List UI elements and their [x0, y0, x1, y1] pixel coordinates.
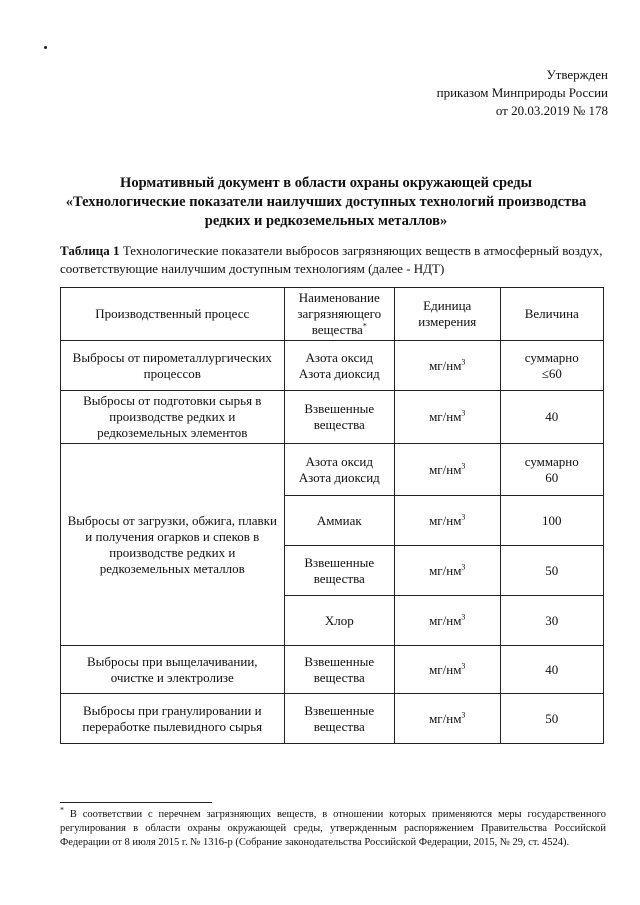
unit-base: мг/нм	[429, 357, 462, 373]
unit-exponent: 3	[461, 661, 466, 671]
unit-exponent: 3	[461, 562, 466, 572]
unit-base: мг/нм	[429, 710, 462, 726]
cell-unit	[394, 341, 500, 391]
unit-base: мг/нм	[429, 612, 462, 628]
cell-value: 50	[500, 546, 603, 596]
unit-exponent: 3	[461, 512, 466, 522]
cell-substance	[284, 546, 394, 596]
cell-unit	[394, 694, 500, 744]
emissions-table	[60, 287, 604, 744]
cell-value	[500, 341, 603, 391]
cell-substance: Аммиак	[284, 496, 394, 546]
scan-speck	[44, 46, 47, 49]
header-process: Производственный процесс	[61, 288, 285, 341]
cell-process: Выбросы при выщелачивании, очистке и электролизе	[61, 646, 285, 694]
cell-process: Выбросы от подготовки сырья в производстве редких и редкоземельных элементов	[61, 391, 285, 444]
header-substance	[284, 288, 394, 341]
cell-substance: Хлор	[284, 596, 394, 646]
cell-unit	[394, 596, 500, 646]
substance-line: Азота оксид	[305, 349, 373, 365]
substance-line: Взвешенные	[304, 554, 375, 570]
cell-unit	[394, 444, 500, 496]
cell-substance	[284, 646, 394, 694]
approval-line-2: приказом Минприроды России	[436, 85, 608, 100]
substance-line: Взвешенные	[304, 653, 375, 669]
substance-line: вещества	[313, 570, 365, 586]
unit-exponent: 3	[461, 357, 466, 367]
substance-line: Азота диоксид	[298, 469, 380, 485]
table-header-row	[61, 288, 604, 341]
document-title	[40, 174, 612, 231]
cell-substance	[284, 391, 394, 444]
header-substance-mark: *	[362, 321, 367, 331]
substance-line: Азота диоксид	[298, 365, 380, 381]
cell-unit	[394, 546, 500, 596]
value-line: суммарно	[524, 453, 579, 469]
substance-line: Азота оксид	[305, 453, 373, 469]
substance-line: вещества	[313, 417, 365, 432]
table-caption-text: Технологические показатели выбросов загрязняющих веществ в атмосферный воздух, соответствующие наилучшим доступным технологиям (далее - НДТ)	[60, 243, 603, 276]
unit-exponent: 3	[461, 612, 466, 622]
unit-base: мг/нм	[429, 512, 462, 528]
cell-value: 40	[500, 646, 603, 694]
substance-line: вещества	[313, 669, 365, 685]
cell-value	[500, 444, 603, 496]
unit-exponent: 3	[461, 710, 466, 720]
substance-line: Взвешенные	[304, 401, 375, 416]
table-row	[61, 391, 604, 444]
unit-exponent: 3	[461, 461, 466, 471]
header-substance-text: Наименование загрязняющего вещества	[297, 290, 382, 337]
approval-line-3: от 20.03.2019 № 178	[495, 103, 608, 118]
cell-substance	[284, 444, 394, 496]
cell-substance	[284, 694, 394, 744]
footnote-mark: *	[60, 805, 64, 815]
table-caption-label: Таблица 1	[60, 243, 120, 258]
unit-base: мг/нм	[429, 661, 462, 677]
cell-unit	[394, 391, 500, 444]
approval-line-1: Утвержден	[546, 67, 608, 82]
cell-process: Выбросы от загрузки, обжига, плавки и получения огарков и спеков в производстве редких и редкоземельных металлов	[61, 444, 285, 646]
table-row	[61, 444, 604, 496]
cell-value: 30	[500, 596, 603, 646]
unit-base: мг/нм	[429, 461, 462, 477]
substance-line: вещества	[313, 718, 365, 734]
table-caption	[60, 242, 612, 278]
table-row	[61, 694, 604, 744]
table-row	[61, 341, 604, 391]
footnote-divider	[60, 802, 212, 803]
cell-value: 100	[500, 496, 603, 546]
table-row	[61, 646, 604, 694]
value-line: 60	[545, 469, 559, 485]
value-line: ≤60	[541, 365, 562, 381]
approval-stamp	[437, 66, 608, 120]
cell-value: 50	[500, 694, 603, 744]
unit-base: мг/нм	[429, 409, 462, 424]
cell-unit	[394, 496, 500, 546]
title-line-3: редких и редкоземельных металлов»	[204, 213, 448, 229]
cell-substance	[284, 341, 394, 391]
title-line-1: Нормативный документ в области охраны окружающей среды	[120, 175, 532, 191]
header-unit: Единица измерения	[394, 288, 500, 341]
cell-process: Выбросы от пирометаллургических процессов	[61, 341, 285, 391]
cell-process: Выбросы при гранулировании и переработке пылевидного сырья	[61, 694, 285, 744]
substance-line: Взвешенные	[304, 702, 375, 718]
footnote	[60, 805, 606, 850]
unit-base: мг/нм	[429, 562, 462, 578]
cell-value: 40	[500, 391, 603, 444]
value-line: суммарно	[524, 349, 579, 365]
header-value: Величина	[500, 288, 603, 341]
footnote-text: В соответствии с перечнем загрязняющих веществ, в отношении которых применяются меры государственного регулирования в области охраны окружающей среды, утвержденным распоряжением Правительства Российской Федерации от 8 июля 2015 г. № 1316-р (Собрание законодательства Российской Федерации, 2015, № 29, ст. 4524).	[60, 809, 606, 848]
title-line-2: «Технологические показатели наилучших доступных технологий производства	[65, 194, 587, 210]
unit-exponent: 3	[461, 408, 466, 418]
cell-unit	[394, 646, 500, 694]
